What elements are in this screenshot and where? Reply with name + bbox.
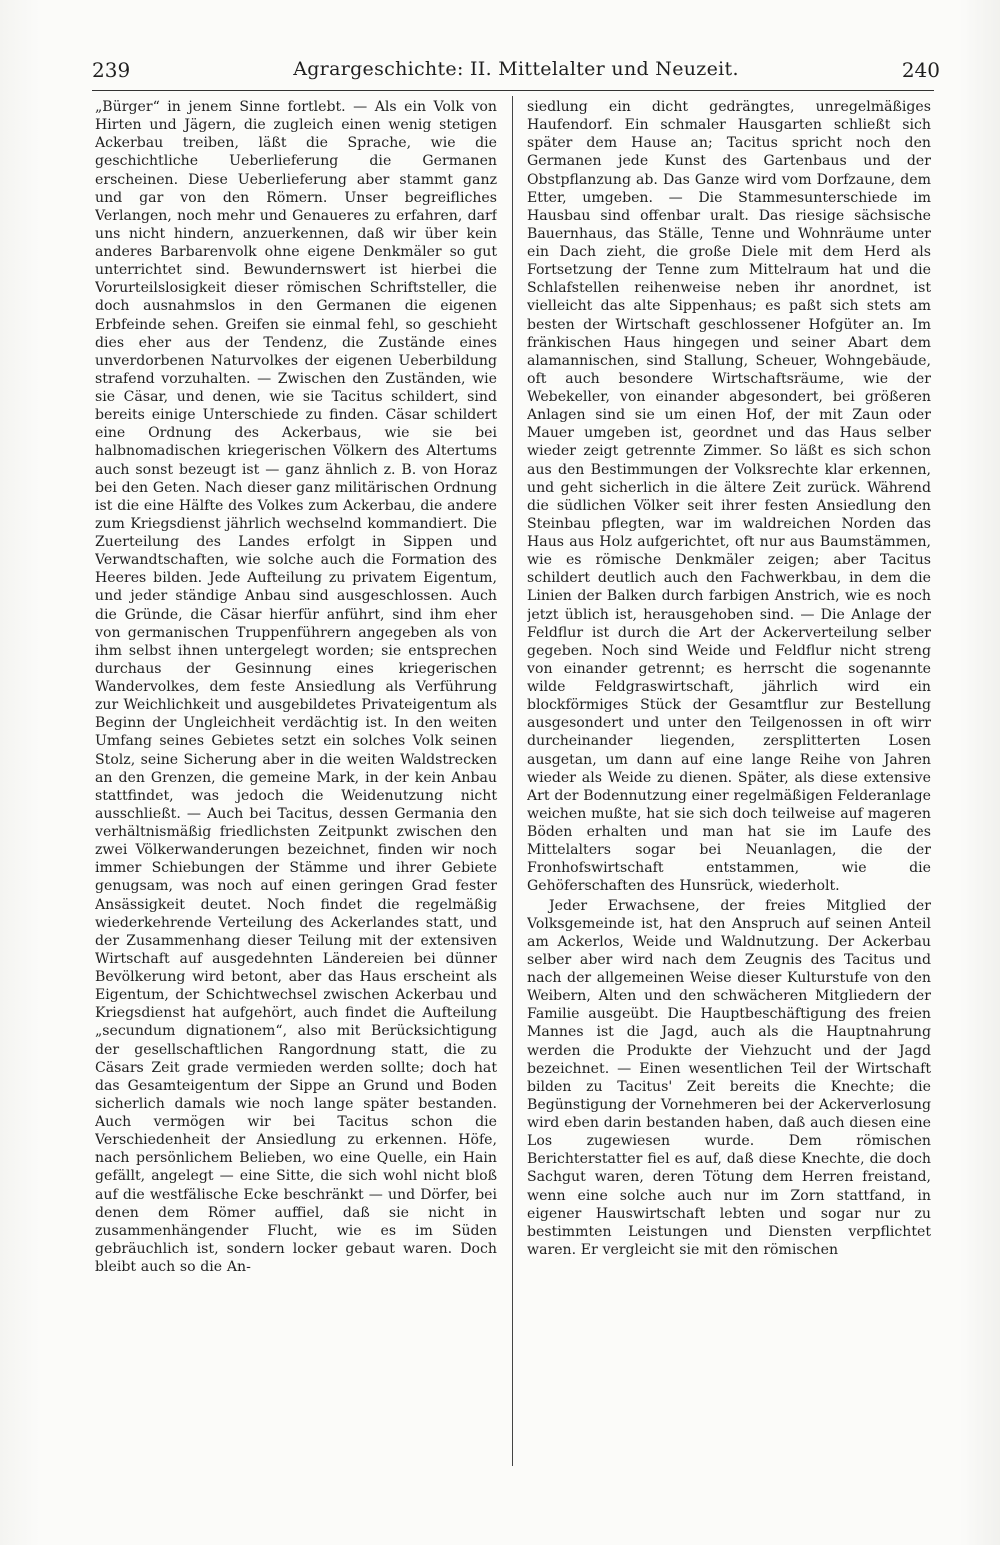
header-rule [92,90,934,91]
right-column [527,98,931,1468]
column-divider [512,96,513,1466]
right-column-paragraph-1: siedlung ein dicht gedrängtes, unregelmäßiges Haufendorf. Ein schmaler Hausgarten schließt sich später dem Hause an; Tacitus spricht noch den Germanen jede Kunst des Gartenbaus und der Obstpflanzung ab. Das Ganze wird vom Dorfzaune, dem Etter, umgeben. — Die Stammesunterschiede im Hausbau sind offenbar uralt. Das riesige sächsische Bauernhaus, das Ställe, Tenne und Wohnräume unter ein Dach zieht, die große Diele mit dem Herd als Fortsetzung der Tenne zum Mittelraum hat und die Schlafstellen reihenweise neben ihr anordnet, ist vielleicht das alte Sippenhaus; es paßt sich stets am besten der Wirtschaft geschlossener Hofgüter an. Im fränkischen Haus hingegen und seiner Abart dem alamannischen, sind Stallung, Scheuer, Wohngebäude, oft auch besondere Wirtschaftsräume, wie der Webekeller, von einander abgesondert, bei größeren Anlagen sind sie um einen Hof, der mit Zaun oder Mauer umgeben ist, geordnet und das Haus selber wieder zeigt getrennte Zimmer. So läßt es sich schon aus den Bestimmungen der Volksrechte klar erkennen, und geht sicherlich in die ältere Zeit zurück. Während die südlichen Völker seit ihrer festen Ansiedlung den Steinbau pflegten, war im waldreichen Norden das Haus aus Holz aufgerichtet, oft nur aus Baumstämmen, wie es römische Denkmäler zeigen; aber Tacitus schildert deutlich auch den Fachwerkbau, in dem die Linien der Balken durch farbigen Anstrich, wie es noch jetzt üblich ist, herausgehoben sind. — Die Anlage der Feldflur ist durch die Art der Ackerverteilung selber gegeben. Noch sind Weide und Feldflur nicht streng von einander getrennt; es herrscht die sogenannte wilde Feldgraswirtschaft, jährlich wird ein blockförmiges Stück der Gesamtflur zur Bestellung ausgesondert und unter den Teilgenossen in oft wirr durcheinander liegenden, zersplitterten Losen ausgetan, um dann auf eine lange Reihe von Jahren wieder als Weide zu dienen. Später, als diese extensive Art der Bodennutzung einer regelmäßigen Felderanlage weichen mußte, hat sie sich doch teilweise auf mageren Böden erhalten und man hat sie im Laufe des Mittelalters sogar bei Neuanlagen, die der Fronhofswirtschaft entstammen, wie die Gehöferschaften des Hunsrück, wiederholt. [527,99,931,895]
page-number-right: 240 [901,58,940,82]
running-title: Agrargeschichte: II. Mittelalter und Neuzeit. [293,58,739,80]
running-header [92,58,940,88]
left-column-text: „Bürger“ in jenem Sinne fortlebt. — Als ein Volk von Hirten und Jägern, die zugleich einen wenig stetigen Ackerbau treiben, läßt die Sprache, wie die geschichtliche Ueberlieferung die Germanen erscheinen. Diese Ueberlieferung aber stammt ganz und gar von den Römern. Unser begreifliches Verlangen, noch mehr und Genaueres zu erfahren, darf uns nicht hindern, anzuerkennen, daß wir über kein anderes Barbarenvolk ohne eigene Denkmäler so gut unterrichtet sind. Bewundernswert ist hierbei die Vorurteilslosigkeit dieser römischen Schriftsteller, die doch ausnahmslos in den Germanen die eigenen Erbfeinde sehen. Greifen sie einmal fehl, so geschieht dies eher aus der Tendenz, die Zustände eines unverdorbenen Naturvolkes der eigenen Ueberbildung strafend vorzuhalten. — Zwischen den Zuständen, wie sie Cäsar, und denen, wie sie Tacitus schildert, sind bereits einige Unterschiede zu finden. Cäsar schildert eine Ordnung des Ackerbaus, wie sie bei halbnomadischen kriegerischen Völkern des Altertums auch sonst bezeugt ist — ganz ähnlich z. B. von Horaz bei den Geten. Nach dieser ganz militärischen Ordnung ist die eine Hälfte des Volkes zum Ackerbau, die andere zum Kriegsdienst jährlich wechselnd kommandiert. Die Zuerteilung des Landes erfolgt in Sippen und Verwandtschaften, wie solche auch die Formation des Heeres bilden. Jede Aufteilung zu privatem Eigentum, und jeder ständige Anbau sind ausgeschlossen. Auch die Gründe, die Cäsar hierfür anführt, sind ihm eher von germanischen Truppenführern angegeben als von ihm selbst ihnen untergelegt worden; sie entsprechen durchaus der Gesinnung eines kriegerischen Wandervolkes, dem feste Ansiedlung als Verführung zur Weichlichkeit und ausgebildetes Privateigentum als Beginn der Ungleichheit verdächtig ist. In den weiten Umfang seines Gebietes setzt ein solches Volk seinen Stolz, seine Sicherung aber in die weiten Waldstrecken an den Grenzen, die gemeine Mark, in der kein Anbau stattfindet, was jedoch die Weidenutzung nicht ausschließt. — Auch bei Tacitus, dessen Germania den verhältnismäßig friedlichsten Zeitpunkt zwischen den zwei Völkerwanderungen bezeichnet, finden wir noch immer Schiebungen der Stämme und ihrer Gebiete genugsam, was noch auf einen geringen Grad fester Ansässigkeit deutet. Noch findet die regelmäßig wiederkehrende Verteilung des Ackerlandes statt, und der Zusammenhang dieser Teilung mit der extensiven Wirtschaft auf ausgedehnten Ländereien bei dünner Bevölkerung wird betont, aber das Haus erscheint als Eigentum, der Schichtwechsel zwischen Ackerbau und Kriegsdienst hat aufgehört, auch findet die Aufteilung „secundum dignationem“, also mit Berücksichtigung der gesellschaftlichen Rangordnung statt, die zu Cäsars Zeit grade vermieden werden sollte; doch hat das Gesamteigentum der Sippe an Grund und Boden sicherlich damals wie noch lange später bestanden. Auch vermögen wir bei Tacitus schon die Verschiedenheit der Ansiedlung zu erkennen. Höfe, nach persönlichem Belieben, wo eine Quelle, ein Hain gefällt, angelegt — eine Sitte, die sich wohl nicht bloß auf die westfälische Ecke beschränkt — und Dörfer, bei denen dem Römer auffiel, daß sie nicht in zusammenhängender Flucht, wie es im Süden gebräuchlich ist, sondern locker gebaut waren. Doch bleibt auch so die An- [95,99,497,1275]
page-number-left: 239 [92,58,131,82]
right-column-paragraph-2: Jeder Erwachsene, der freies Mitglied der Volksgemeinde ist, hat den Anspruch auf seinen Anteil am Ackerlos, Weide und Waldnutzung. Der Ackerbau selber aber wird nach dem Zeugnis des Tacitus und nach der allgemeinen Weise dieser Kulturstufe von den Weibern, Alten und den schwächeren Mitgliedern der Familie ausgeübt. Die Hauptbeschäftigung des freien Mannes ist die Jagd, auch als die Hauptnahrung werden die Produkte der Viehzucht und der Jagd bezeichnet. — Einen wesentlichen Teil der Wirtschaft bilden zu Tacitus' Zeit bereits die Knechte; die Begünstigung der Vornehmeren bei der Ackerverlosung wird eben darin bestanden haben, daß auch diesen eine Los zugewiesen wurde. Dem römischen Berichterstatter fiel es auf, daß diese Knechte, die doch Sachgut waren, deren Tötung dem Herren freistand, wenn eine solche auch nur im Zorn stattfand, in eigener Hauswirtschaft lebten und sogar nur zu bestimmten Leistungen und Diensten verpflichtet waren. Er vergleicht sie mit den römischen [527,897,931,1258]
left-column [95,98,497,1468]
